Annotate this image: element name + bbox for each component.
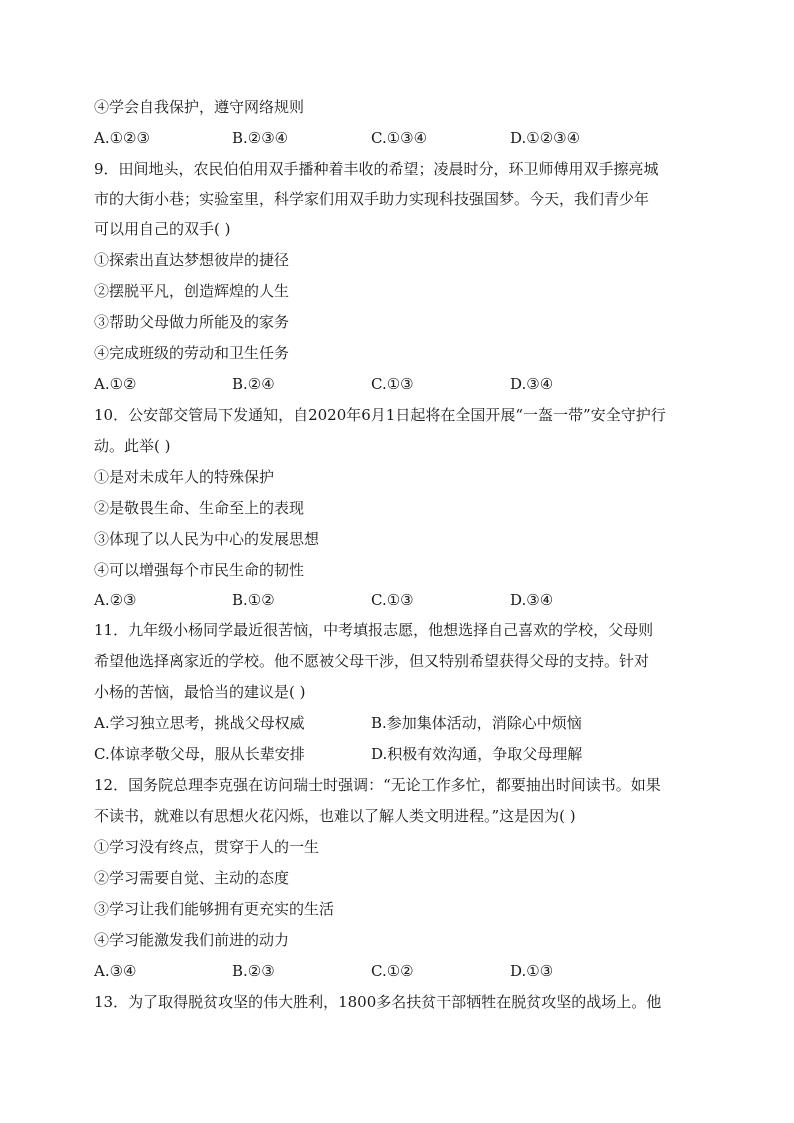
q9-option-d[interactable]: D.③④ — [510, 375, 554, 393]
q8-option-c[interactable]: C.①③④ — [371, 129, 428, 147]
q9-stem-line-1: 9．田间地头，农民伯伯用双手播种着丰收的希望；凌晨时分，环卫师傅用双手擦亮城 — [94, 160, 659, 178]
q11-option-c[interactable]: C.体谅孝敬父母，服从长辈安排 — [94, 745, 305, 763]
q10-option-c[interactable]: C.①③ — [371, 591, 414, 609]
q11-stem-line-1: 11．九年级小杨同学最近很苦恼，中考填报志愿，他想选择自己喜欢的学校，父母则 — [94, 621, 654, 639]
q12-statement-3: ③学习让我们能够拥有更充实的生活 — [94, 900, 335, 918]
q10-option-d[interactable]: D.③④ — [510, 591, 554, 609]
q10-statement-1: ①是对未成年人的特殊保护 — [94, 468, 275, 486]
q11-option-a[interactable]: A.学习独立思考，挑战父母权威 — [94, 714, 305, 732]
q12-option-b[interactable]: B.②③ — [232, 962, 275, 980]
q13-stem-line-1: 13．为了取得脱贫攻坚的伟大胜利，1800多名扶贫干部牺牲在脱贫攻坚的战场上。他 — [94, 993, 662, 1011]
q8-option-b[interactable]: B.②③④ — [232, 129, 289, 147]
q11-option-b[interactable]: B.参加集体活动，消除心中烦恼 — [371, 714, 582, 732]
q9-statement-2: ②摆脱平凡，创造辉煌的人生 — [94, 282, 290, 300]
q9-option-b[interactable]: B.②④ — [232, 375, 275, 393]
q12-stem-line-2: 不读书，就难以有思想火花闪烁，也难以了解人类文明进程。”这是因为( ) — [94, 807, 576, 825]
q9-option-a[interactable]: A.①② — [94, 375, 137, 393]
q10-stem-line-1: 10．公安部交管局下发通知，自2020年6月1日起将在全国开展“一盔一带”安全守护行 — [94, 406, 666, 424]
q8-option-d[interactable]: D.①②③④ — [510, 129, 581, 147]
q9-statement-3: ③帮助父母做力所能及的家务 — [94, 313, 290, 331]
q10-option-a[interactable]: A.②③ — [94, 591, 137, 609]
q9-stem-line-3: 可以用自己的双手( ) — [94, 220, 231, 238]
q8-option-a[interactable]: A.①②③ — [94, 129, 150, 147]
q10-stem-line-2: 动。此举( ) — [94, 437, 171, 455]
q8-statement-4: ④学会自我保护，遵守网络规则 — [94, 98, 305, 116]
q10-statement-3: ③体现了以人民为中心的发展思想 — [94, 530, 320, 548]
q9-option-c[interactable]: C.①③ — [371, 375, 414, 393]
q10-option-b[interactable]: B.①② — [232, 591, 275, 609]
q12-statement-1: ①学习没有终点，贯穿于人的一生 — [94, 838, 320, 856]
q10-statement-2: ②是敬畏生命、生命至上的表现 — [94, 499, 305, 517]
q11-stem-line-3: 小杨的苦恼，最恰当的建议是( ) — [94, 683, 306, 701]
q12-stem-line-1: 12．国务院总理李克强在访问瑞士时强调：“无论工作多忙，都要抽出时间读书。如果 — [94, 776, 661, 794]
q12-option-a[interactable]: A.③④ — [94, 962, 137, 980]
q12-option-d[interactable]: D.①③ — [510, 962, 554, 980]
q12-statement-4: ④学习能激发我们前进的动力 — [94, 931, 290, 949]
q11-stem-line-2: 希望他选择离家近的学校。他不愿被父母干涉，但又特别希望获得父母的支持。针对 — [94, 652, 650, 670]
q12-statement-2: ②学习需要自觉、主动的态度 — [94, 869, 290, 887]
q9-statement-1: ①探索出直达梦想彼岸的捷径 — [94, 251, 290, 269]
q9-stem-line-2: 市的大街小巷；实验室里，科学家们用双手助力实现科技强国梦。今天，我们青少年 — [94, 190, 650, 208]
q9-statement-4: ④完成班级的劳动和卫生任务 — [94, 344, 290, 362]
q11-option-d[interactable]: D.积极有效沟通，争取父母理解 — [371, 745, 583, 763]
q12-option-c[interactable]: C.①② — [371, 962, 414, 980]
q10-statement-4: ④可以增强每个市民生命的韧性 — [94, 561, 305, 579]
